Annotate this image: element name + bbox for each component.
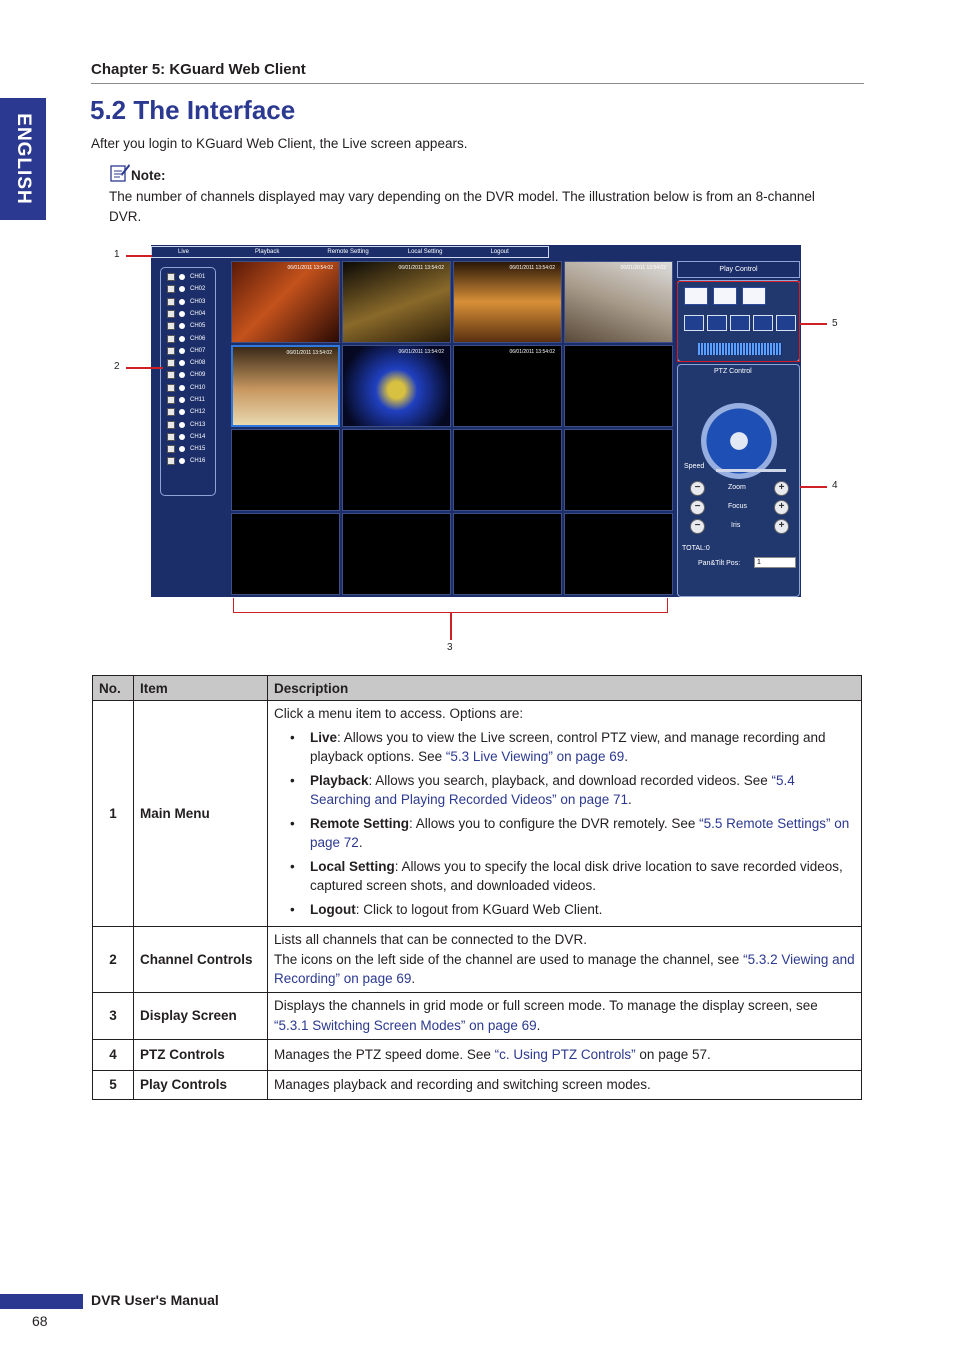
callout-3-line [450,612,452,640]
video-cell: 06/01/2011 13:54:02 [453,261,562,343]
callout-2-line [126,367,163,369]
channel-item: CH11 [167,394,205,406]
language-tab [0,98,46,220]
note-icon [108,162,130,182]
row-description: Manages playback and recording and switching screen modes. [268,1070,862,1099]
table-row [93,927,862,993]
row-item: PTZ Controls [134,1039,268,1070]
callout-3-number: 3 [447,642,453,653]
pan-tilt-label: Pan&Tilt Pos: [698,560,741,567]
description-line: Lists all channels that can be connected to the DVR. [274,932,587,947]
header-no: No. [93,676,134,701]
zoom-out-icon: − [690,481,705,496]
row-no: 5 [93,1070,134,1099]
channel-item: CH06 [167,333,205,345]
pan-tilt-input: 1 [754,557,796,568]
total-label: TOTAL:0 [682,545,710,552]
header-item: Item [134,676,268,701]
row-item: Main Menu [134,701,268,927]
menu-local-setting: Local Setting [407,249,443,255]
cross-ref-link[interactable]: “5.3 Live Viewing” on page 69 [445,749,625,764]
video-cell: 06/01/2011 13:54:02 [342,261,451,343]
menu-remote-setting: Remote Setting [327,249,369,255]
row-no: 1 [93,701,134,927]
channel-item: CH09 [167,369,205,381]
video-cell [342,513,451,595]
callout-2-number: 2 [114,361,120,372]
focus-label: Focus [728,503,748,510]
menu-logout: Logout [490,249,509,255]
zoom-label: Zoom [728,484,746,491]
row-item: Play Controls [134,1070,268,1099]
video-cell [564,429,673,511]
row-description: Manages the PTZ speed dome. See “c. Using PTZ Controls” on page 57. [268,1039,862,1070]
channel-item: CH01 [167,271,205,283]
channel-item: CH08 [167,357,205,369]
speed-slider [716,469,786,472]
ptz-control-title: PTZ Control [714,368,752,375]
table-row [93,701,862,927]
channel-item: CH03 [167,296,205,308]
ptz-direction-pad [701,403,777,479]
row-item: Channel Controls [134,927,268,993]
footer-title: DVR User's Manual [91,1292,219,1308]
speed-label: Speed [684,463,705,470]
callout-3-bracket [233,598,668,613]
video-cell: 06/01/2011 13:54:02 [231,345,340,427]
channel-item: CH12 [167,406,205,418]
menu-playback: Playback [255,249,280,255]
iris-close-icon: − [690,519,705,534]
video-cell: 06/01/2011 13:54:02 [342,345,451,427]
list-item: • Remote Setting: Allows you to configure the DVR remotely. See “5.5 Remote Settings” on page 72. [290,814,855,853]
channel-item: CH15 [167,443,205,455]
callout-5-box [677,281,800,362]
row-no: 4 [93,1039,134,1070]
table-row [93,1039,862,1070]
cross-ref-link[interactable]: “5.4 Searching and Playing Recorded Videos” on page 71 [310,772,795,807]
cross-ref-link[interactable]: “5.5 Remote Settings” on page 72 [310,815,850,850]
video-cell [231,513,340,595]
menu-live: Live [178,249,190,255]
video-cell [453,429,562,511]
language-tab-label: ENGLISH [13,113,34,205]
focus-in-icon: + [774,500,789,515]
description-intro: Click a menu item to access. Options are: [274,706,524,721]
channel-item: CH13 [167,419,205,431]
header-divider [91,83,864,84]
table-row [93,1070,862,1099]
list-item: • Local Setting: Allows you to specify the local disk drive location to save recorded videos, captured screen shots, and downloaded videos. [290,857,855,896]
iris-open-icon: + [774,519,789,534]
note-label: Note: [131,168,166,183]
header-description: Description [268,676,862,701]
options-list [290,728,855,920]
video-cell: 06/01/2011 13:54:02 [453,345,562,427]
channel-item: CH16 [167,455,205,467]
main-menu-bar [151,246,549,258]
callout-5-line [800,323,827,325]
intro-text: After you login to KGuard Web Client, the Live screen appears. [91,136,468,151]
cross-ref-link[interactable]: “5.3.2 Viewing and Recording” on page 69 [274,951,855,986]
callout-5-number: 5 [832,318,838,329]
row-description [268,927,862,993]
channel-list [160,267,216,496]
video-cell: 06/01/2011 13:54:02 [231,261,340,343]
video-cell [564,345,673,427]
focus-out-icon: − [690,500,705,515]
note-text: The number of channels displayed may vary depending on the DVR model. The illustration below is from an 8-channel DVR. [109,189,815,224]
footer-bar [0,1294,83,1309]
video-cell [564,513,673,595]
callout-4-line [800,486,827,488]
row-description [268,701,862,927]
interface-table [92,675,862,1100]
callout-1-line [126,255,152,257]
zoom-in-icon: + [774,481,789,496]
callout-1-number: 1 [114,249,120,260]
display-screen-grid [231,261,675,597]
list-item: • Live: Allows you to view the Live screen, control PTZ view, and manage recording and playback options. See “5.3 Live Viewing” on page 69. [290,728,855,767]
table-header-row [93,676,862,701]
cross-ref-link[interactable]: “5.3.1 Switching Screen Modes” on page 69 [274,1017,537,1033]
row-no: 3 [93,992,134,1039]
chapter-header: Chapter 5: KGuard Web Client [91,61,306,78]
ptz-control-panel [677,364,800,597]
list-item: • Playback: Allows you search, playback, and download recorded videos. See “5.4 Searching and Playing Recorded Videos” on page 71. [290,771,855,810]
video-cell [342,429,451,511]
channel-item: CH02 [167,283,205,295]
channel-item: CH04 [167,308,205,320]
play-control-title: Play Control [677,261,800,278]
row-no: 2 [93,927,134,993]
row-item: Display Screen [134,992,268,1039]
channel-item: CH10 [167,382,205,394]
callout-4-number: 4 [832,480,838,491]
table-row [93,992,862,1039]
video-cell [453,513,562,595]
list-item: • Logout: Click to logout from KGuard Web Client. [290,900,855,920]
channel-item: CH05 [167,320,205,332]
section-title: 5.2 The Interface [90,95,296,125]
video-cell [231,429,340,511]
row-description: Displays the channels in grid mode or full screen mode. To manage the display screen, see “5.3.1 Switching Screen Modes” on page 69. [268,992,862,1039]
iris-label: Iris [731,522,741,529]
video-cell: 06/01/2011 13:54:02 [564,261,673,343]
description-line: The icons on the left side of the channel are used to manage the channel, see “5.3.2 Viewing and Recording” on page 69. [274,951,855,986]
page-number: 68 [32,1313,48,1329]
cross-ref-link[interactable]: “c. Using PTZ Controls” [494,1046,636,1062]
channel-item: CH14 [167,431,205,443]
channel-item: CH07 [167,345,205,357]
